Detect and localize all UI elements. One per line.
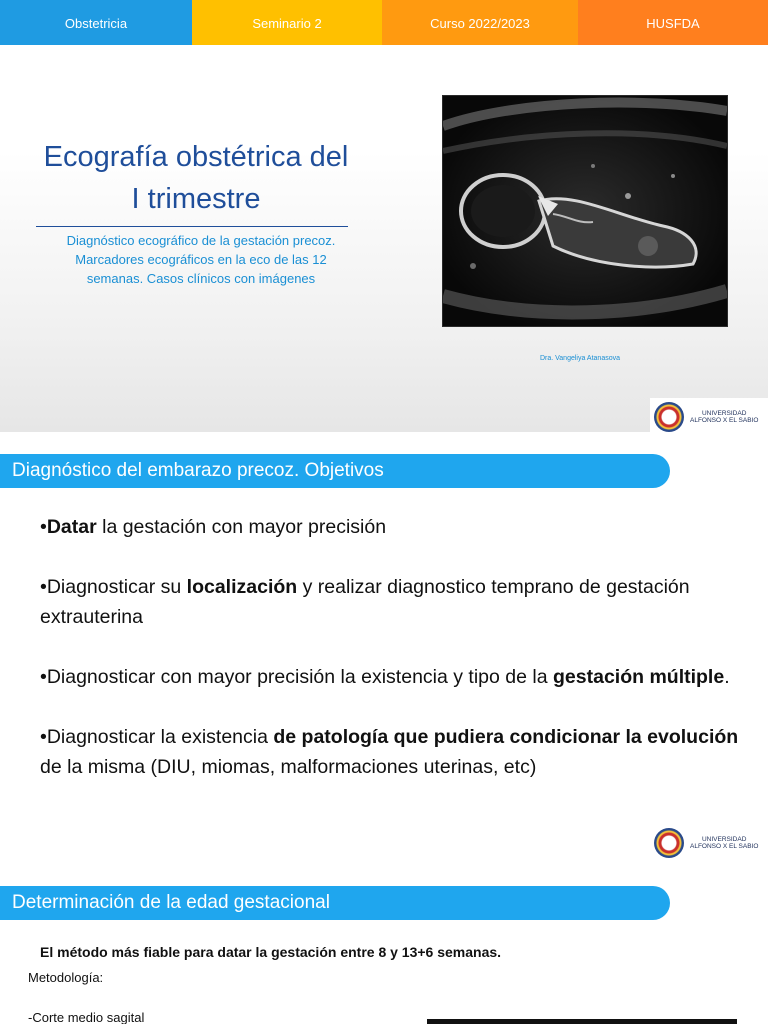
header-segment-course: Curso 2022/2023 — [382, 0, 578, 45]
objective-item-date-bold: Datar — [46, 516, 97, 538]
objective-item-multiple: •Diagnosticar con mayor precisión la existencia y tipo de la gestación múltiple. — [40, 666, 730, 688]
university-name-line-1: UNIVERSIDAD — [701, 409, 747, 417]
methodology-item-sagittal: -Corte medio sagital — [28, 1010, 145, 1024]
objective-item-location-pre: Diagnosticar su — [46, 576, 187, 598]
objective-item-location: •Diagnosticar su localización y realizar diagnostico temprano de gestación extrauterina — [40, 576, 690, 628]
ultrasound-image-partial — [427, 1019, 737, 1024]
objective-item-date-text: la gestación con mayor precisión — [96, 516, 387, 538]
objective-item-location-bold: localización — [186, 576, 298, 598]
header-segment-hospital: HUSFDA — [578, 0, 768, 45]
university-name — [690, 410, 758, 425]
title-line-1: Ecografía obstétrica del — [43, 141, 349, 173]
subtitle-line-1: Diagnóstico ecográfico de la gestación precoz. — [66, 233, 336, 248]
university-logo — [650, 398, 768, 432]
header-segment-subject: Obstetricia — [0, 0, 192, 45]
objective-item-pathology-pre: Diagnosticar la existencia — [46, 726, 274, 748]
objective-item-pathology-bold: de patología que pudiera condicionar la evolución — [273, 726, 739, 748]
objective-item-date: •Datar la gestación con mayor precisión — [40, 516, 387, 538]
subtitle-line-3: semanas. Casos clínicos con imágenes — [86, 271, 316, 286]
slide-title-text — [16, 136, 376, 220]
author-name: Dra. Vangeliya Atanasova — [539, 355, 621, 362]
objective-item-multiple-pre: Diagnosticar con mayor precisión la existencia y tipo de la — [46, 666, 553, 688]
slide-objectives — [0, 432, 768, 864]
gestational-age-banner: Determinación de la edad gestacional — [0, 886, 670, 920]
university-name-line-2: ALFONSO X EL SABIO — [690, 843, 759, 850]
objectives-list — [40, 512, 740, 782]
header-bar — [0, 0, 768, 45]
slide-gestational-age — [0, 864, 768, 1024]
objective-item-pathology-text: de la misma (DIU, miomas, malformaciones uterinas, etc) — [40, 756, 537, 778]
slide-subtitle — [36, 231, 366, 288]
university-name-line-2: ALFONSO X EL SABIO — [690, 417, 759, 424]
title-line-2: I trimestre — [131, 183, 261, 215]
objective-item-multiple-text: . — [724, 666, 730, 688]
university-seal-icon — [654, 402, 684, 432]
university-name-line-1: UNIVERSIDAD — [701, 835, 747, 843]
objective-item-multiple-bold: gestación múltiple — [553, 666, 725, 688]
fetal-ultrasound-image — [442, 95, 728, 327]
subtitle-line-2: Marcadores ecográficos en la eco de las 12 — [75, 252, 327, 267]
header-segment-seminar: Seminario 2 — [192, 0, 382, 45]
objective-item-pathology: •Diagnosticar la existencia de patología que pudiera condicionar la evolución de la misma (DIU, miomas, malformaciones uterinas, etc) — [40, 726, 739, 778]
university-name — [690, 836, 758, 851]
ultrasound-drawing — [443, 96, 727, 326]
gestational-age-lead: El método más fiable para datar la gestación entre 8 y 13+6 semanas. — [40, 944, 502, 960]
objective-item-location-text: y realizar diagnostico temprano de gestación extrauterina — [40, 576, 690, 628]
university-logo-2 — [650, 824, 768, 862]
slide-title — [0, 0, 768, 432]
objectives-banner: Diagnóstico del embarazo precoz. Objetivos — [0, 454, 670, 488]
methodology-label: Metodología: — [28, 970, 104, 985]
title-divider — [36, 226, 348, 227]
university-seal-icon — [654, 828, 684, 858]
